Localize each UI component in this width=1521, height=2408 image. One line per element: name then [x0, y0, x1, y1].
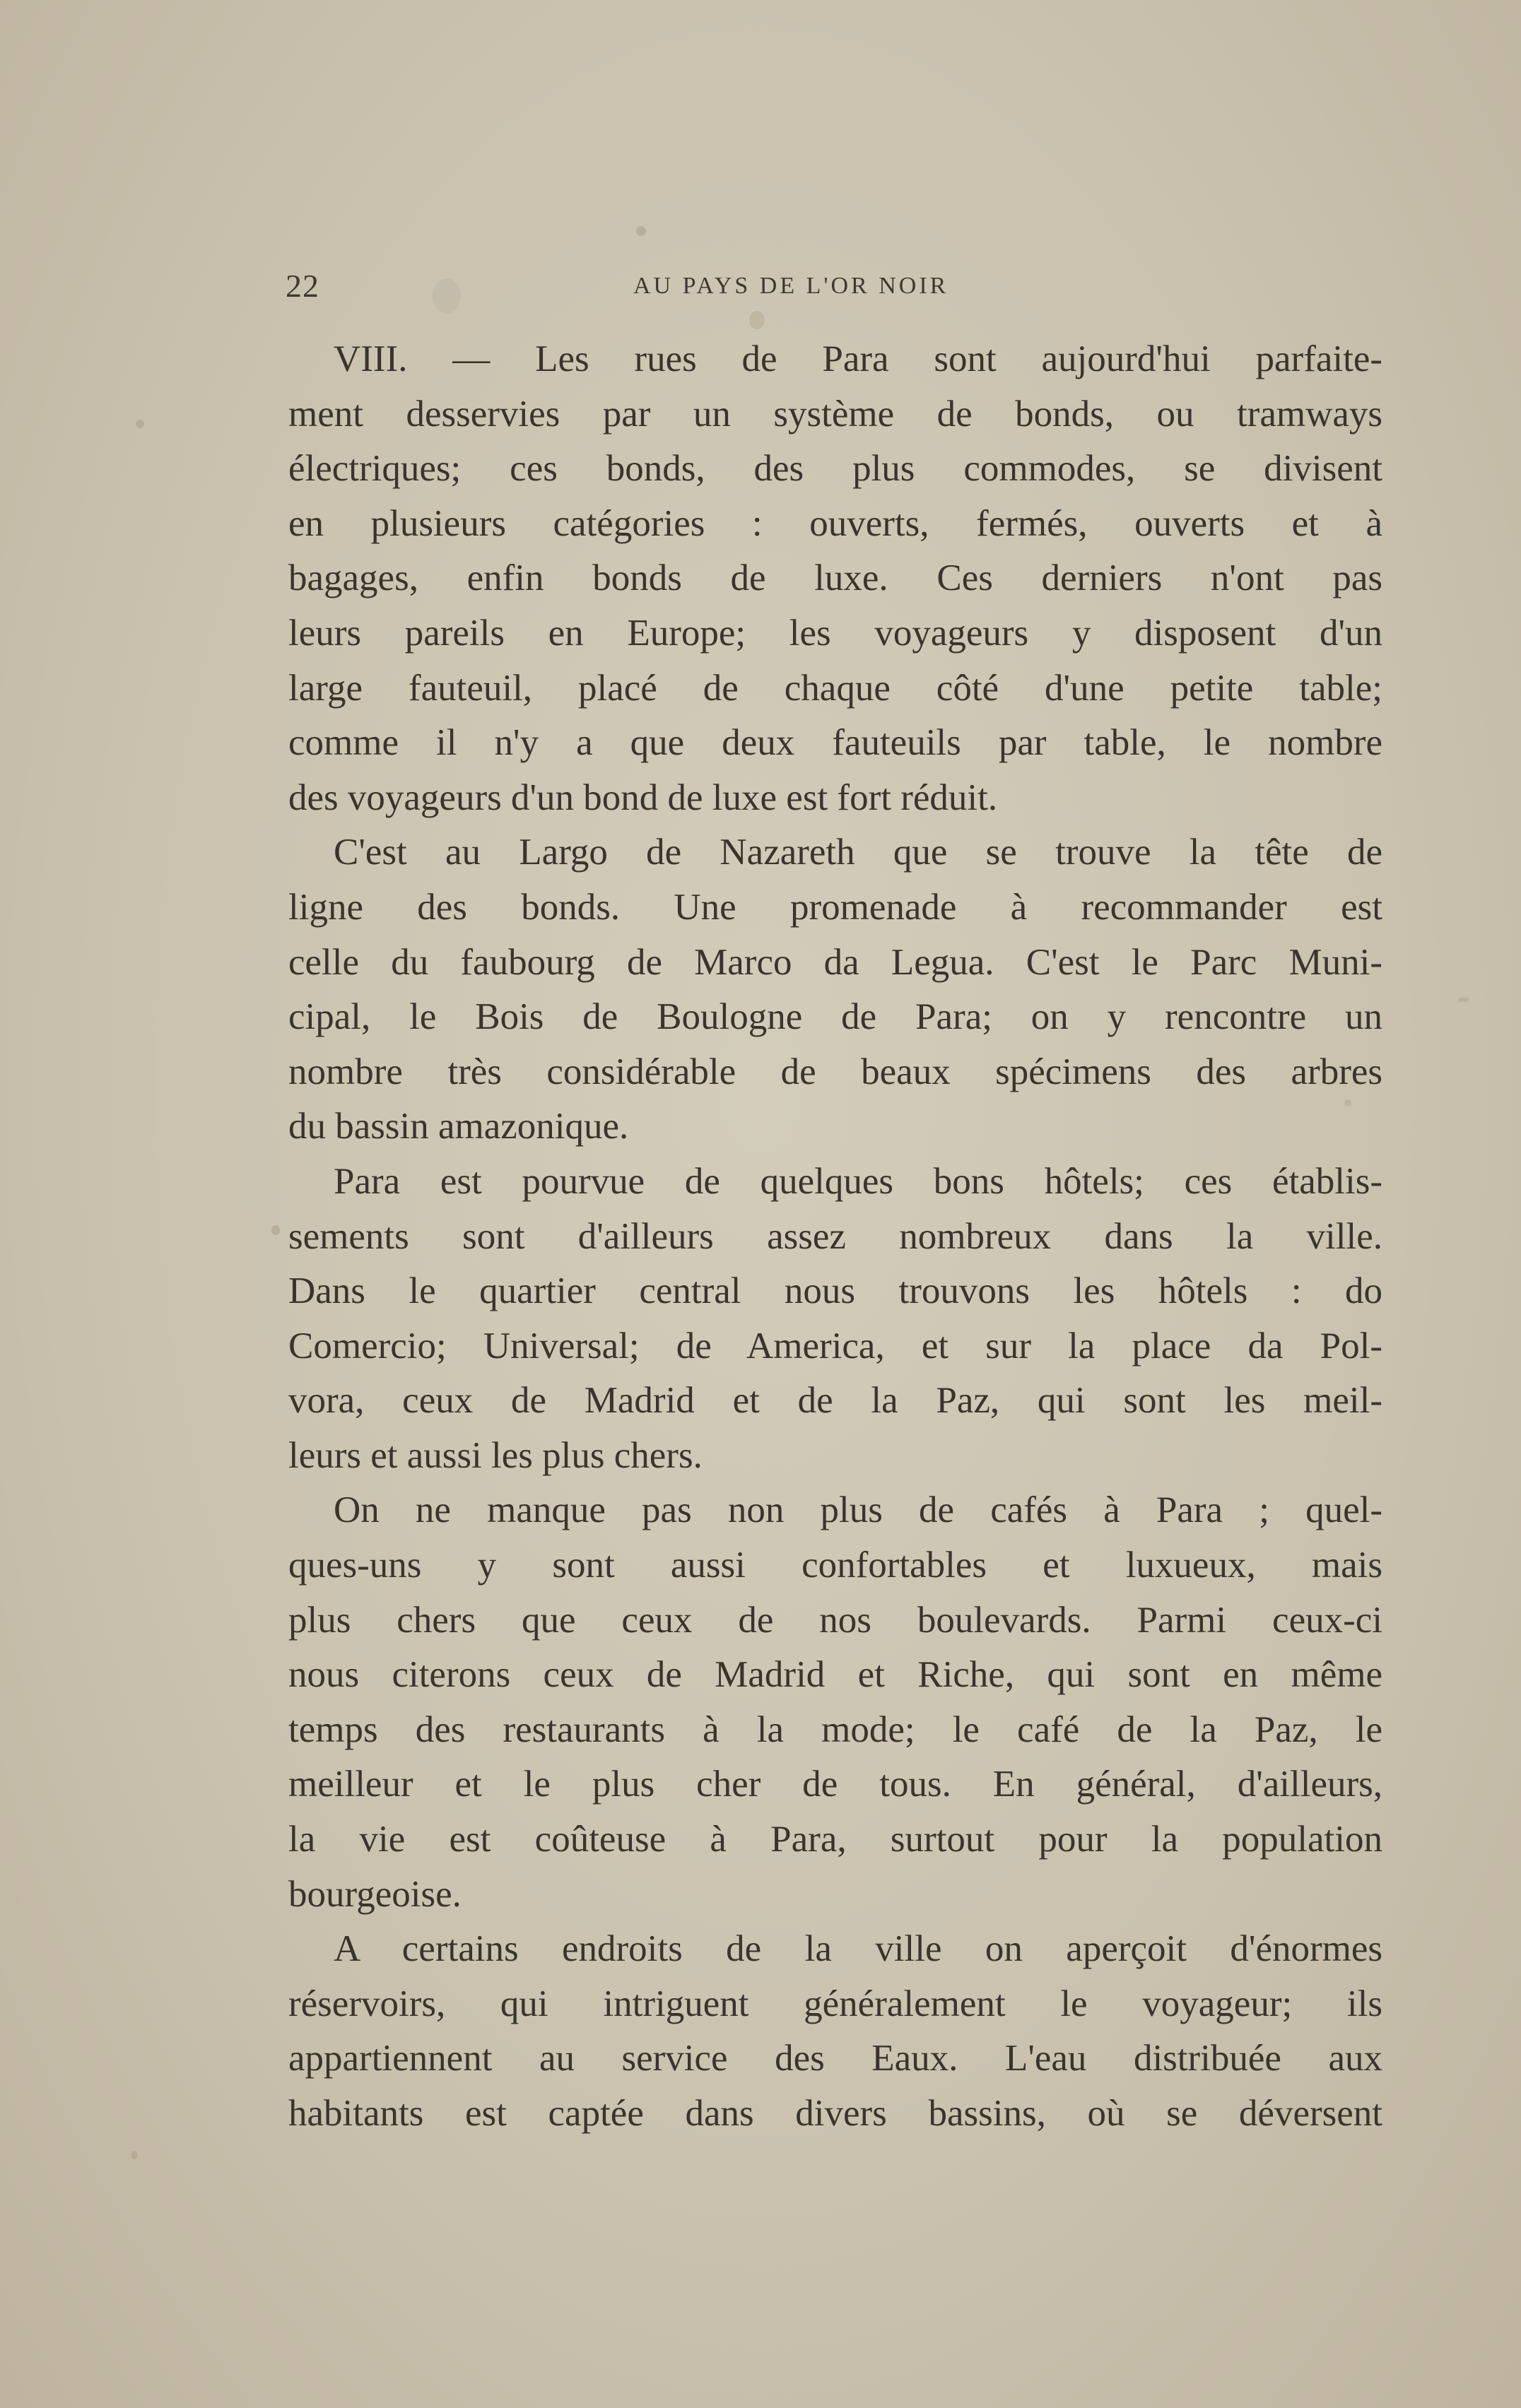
text-line: en plusieurs catégories : ouverts, fermés, ouverts et à — [288, 502, 1382, 544]
text-line: leurs pareils en Europe; les voyageurs y disposent d'un — [288, 612, 1382, 654]
text-line: ques-uns y sont aussi confortables et luxueux, mais — [288, 1545, 1382, 1586]
paragraph — [288, 825, 1382, 1155]
paragraph — [288, 1483, 1382, 1922]
text-line: bourgeoise. — [288, 1873, 462, 1915]
text-line: nous citerons ceux de Madrid et Riche, qui sont en même — [288, 1654, 1382, 1696]
paragraph — [288, 1922, 1382, 2141]
text-line: meilleur et le plus cher de tous. En général, d'ailleurs, — [288, 1764, 1382, 1805]
text-line: Dans le quartier central nous trouvons les hôtels : do — [288, 1270, 1382, 1312]
text-line: ligne des bonds. Une promenade à recommander est — [288, 886, 1382, 928]
text-line: plus chers que ceux de nos boulevards. Parmi ceux-ci — [288, 1599, 1382, 1641]
running-title: AU PAYS DE L'OR NOIR — [633, 273, 949, 299]
text-line: leurs et aussi les plus chers. — [288, 1434, 703, 1476]
text-line: électriques; ces bonds, des plus commodes, se divisent — [288, 448, 1382, 490]
paper-speck — [131, 2151, 137, 2159]
text-line: des voyageurs d'un bond de luxe est fort réduit. — [288, 777, 998, 818]
text-line: VIII. — Les rues de Para sont aujourd'hui parfaite- — [334, 338, 1382, 379]
text-line: ment desservies par un système de bonds, ou tramways — [288, 393, 1382, 435]
text-line: celle du faubourg de Marco da Legua. C'est le Parc Muni- — [288, 941, 1382, 983]
text-line: la vie est coûteuse à Para, surtout pour la population — [288, 1819, 1382, 1860]
text-line: comme il n'y a que deux fauteuils par table, le nombre — [288, 722, 1382, 764]
text-line: cipal, le Bois de Boulogne de Para; on y rencontre un — [288, 996, 1382, 1038]
text-line: On ne manque pas non plus de cafés à Para ; quel- — [334, 1489, 1382, 1531]
page-number: 22 — [286, 268, 319, 304]
paragraph — [288, 332, 1382, 825]
text-line: A certains endroits de la ville on aperçoit d'énormes — [334, 1928, 1382, 1970]
paper-speck — [136, 420, 144, 428]
page-header — [286, 267, 1381, 309]
paper-speck — [636, 226, 646, 236]
paragraph — [288, 1155, 1382, 1484]
text-line: large fauteuil, placé de chaque côté d'une petite table; — [288, 667, 1382, 709]
paper-speck — [1459, 998, 1469, 1002]
text-line: habitants est captée dans divers bassins, où se déversent — [288, 2093, 1382, 2134]
text-line: temps des restaurants à la mode; le café de la Paz, le — [288, 1708, 1382, 1750]
text-line: nombre très considérable de beaux spécimens des arbres — [288, 1051, 1382, 1092]
text-line: appartiennent au service des Eaux. L'eau distribuée aux — [288, 2038, 1382, 2079]
text-line: C'est au Largo de Nazareth que se trouve la tête de — [334, 832, 1382, 873]
text-line: Comercio; Universal; de America, et sur la place da Pol- — [288, 1325, 1382, 1367]
paper-speck — [271, 1225, 280, 1235]
text-line: du bassin amazonique. — [288, 1106, 629, 1147]
body-text — [288, 332, 1382, 2142]
text-line: sements sont d'ailleurs assez nombreux dans la ville. — [288, 1215, 1382, 1257]
text-line: vora, ceux de Madrid et de la Paz, qui sont les meil- — [288, 1380, 1382, 1422]
text-line: Para est pourvue de quelques bons hôtels; ces établis- — [334, 1160, 1382, 1202]
paper-speck — [749, 311, 765, 329]
text-line: bagages, enfin bonds de luxe. Ces derniers n'ont pas — [288, 557, 1382, 599]
text-line: réservoirs, qui intriguent généralement le voyageur; ils — [288, 1983, 1382, 2024]
